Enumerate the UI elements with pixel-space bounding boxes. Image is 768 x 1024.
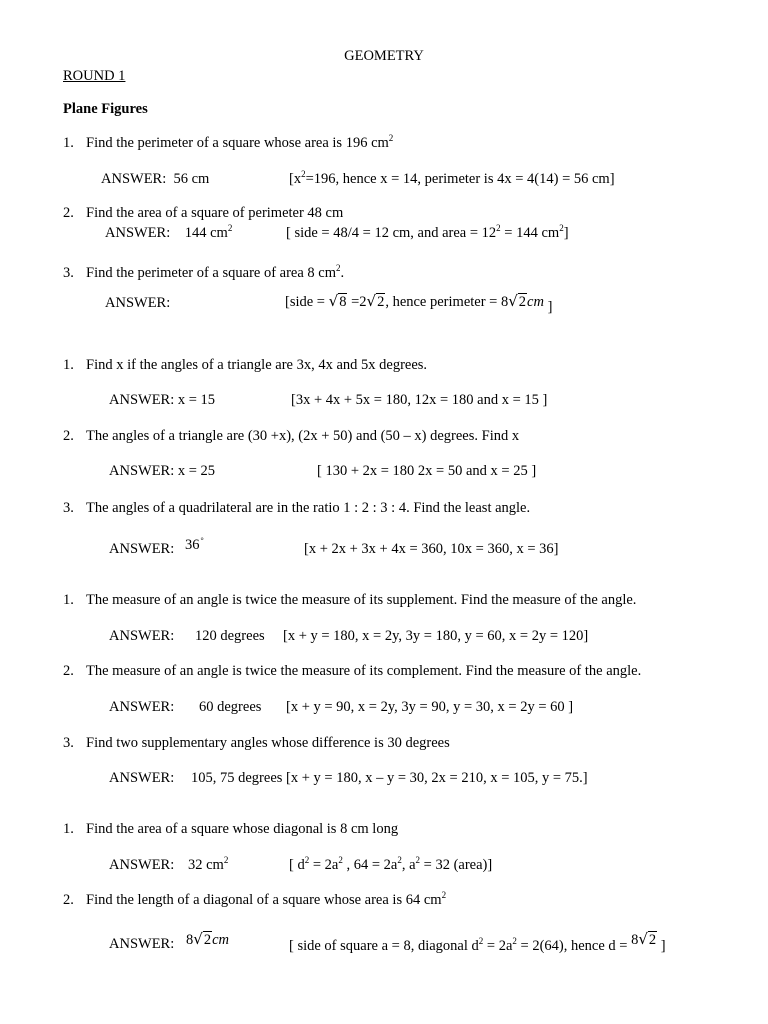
solution: [$x^2=196$, hence x = 14, perimeter is 4x = 4(14) = 56 cm] — [289, 169, 615, 187]
answer-value: 120 degrees — [195, 628, 265, 644]
section-heading: Plane Figures — [63, 101, 148, 117]
solution: [ side of square a = 8, diagonal $d^2 = 2a^2 = 2(64)$, hence d = 8√2 ] — [289, 930, 666, 954]
question-text: Find x if the angles of a triangle are 3x, 4x and 5x degrees. — [86, 357, 428, 373]
solution: [ $d^2 = 2a^2$ , $64 = 2a^2$, $a^2 = 32$ (area)] — [289, 855, 493, 873]
solution: [side = √8 =2√2, hence perimeter = 8√2cm ] — [285, 292, 553, 315]
question-number: 1. — [63, 592, 74, 608]
solution: [ side = 48/4 = 12 cm, and area = $12^2 = 144$ $cm^2$] — [286, 223, 569, 241]
sqrt-expression: √2 — [508, 292, 527, 310]
answer-value: 105, 75 degrees [x + y = 180, x – y = 30, 2x = 210, x = 105, y = 75.] — [191, 770, 588, 786]
sqrt-expression: √2 — [193, 930, 212, 948]
sqrt-expression: √8 — [328, 292, 347, 310]
question-text: Find the perimeter of a square of area 8 $cm^2$. — [86, 263, 345, 281]
question-number: 1. — [63, 357, 74, 373]
question-number: 2. — [63, 428, 74, 444]
answer-value: 32 $cm^2$ — [188, 855, 229, 873]
sqrt-expression: √2 — [366, 292, 385, 310]
question-text: The angles of a quadrilateral are in the ratio 1 : 2 : 3 : 4. Find the least angle. — [86, 500, 531, 516]
question-text: Find the area of a square whose diagonal is 8 cm long — [86, 821, 399, 837]
answer-label: ANSWER: — [109, 541, 175, 557]
question-text: The angles of a triangle are (30 +x), (2x + 50) and (50 – x) degrees. Find x — [86, 428, 520, 444]
answer-value: 8√2cm — [186, 930, 229, 948]
answer-label: ANSWER: — [105, 295, 171, 311]
question-number: 3. — [63, 735, 74, 751]
page-title: GEOMETRY — [344, 48, 424, 64]
solution: [ 130 + 2x = 180 2x = 50 and x = 25 ] — [317, 463, 537, 479]
solution: [x + y = 180, x = 2y, 3y = 180, y = 60, x = 2y = 120] — [283, 628, 589, 644]
question-text: Find the perimeter of a square whose area is 196 $cm^2$ — [86, 133, 394, 151]
question-text: The measure of an angle is twice the measure of its complement. Find the measure of the angle. — [86, 663, 642, 679]
answer-value: 60 degrees — [199, 699, 262, 715]
answer-label: ANSWER: 144 $cm^2$ — [105, 223, 233, 241]
question-text: The measure of an angle is twice the measure of its supplement. Find the measure of the angle. — [86, 592, 637, 608]
question-number: 3. — [63, 265, 74, 281]
question-number: 1. — [63, 821, 74, 837]
answer-label: ANSWER: 56 cm — [101, 171, 210, 187]
sqrt-expression: √2 — [638, 930, 657, 948]
answer-label: ANSWER: x = 15 — [109, 392, 216, 408]
answer-label: ANSWER: — [109, 770, 175, 786]
question-number: 1. — [63, 135, 74, 151]
solution: [x + 2x + 3x + 4x = 360, 10x = 360, x = 36] — [304, 541, 559, 557]
question-number: 2. — [63, 892, 74, 908]
question-number: 2. — [63, 663, 74, 679]
question-text: Find the area of a square of perimeter 48 cm — [86, 205, 344, 221]
round-label: ROUND 1 — [63, 68, 126, 84]
question-number: 2. — [63, 205, 74, 221]
answer-label: ANSWER: — [109, 628, 175, 644]
solution: [3x + 4x + 5x = 180, 12x = 180 and x = 15 ] — [291, 392, 548, 408]
answer-label: ANSWER: — [109, 936, 175, 952]
answer-label: ANSWER: — [109, 857, 175, 873]
answer-label: ANSWER: x = 25 — [109, 463, 216, 479]
answer-label: ANSWER: — [109, 699, 175, 715]
answer-value: 36° — [185, 536, 204, 553]
question-text: Find the length of a diagonal of a square whose area is 64 $cm^2$ — [86, 890, 447, 908]
solution: [x + y = 90, x = 2y, 3y = 90, y = 30, x = 2y = 60 ] — [286, 699, 574, 715]
question-number: 3. — [63, 500, 74, 516]
question-text: Find two supplementary angles whose difference is 30 degrees — [86, 735, 450, 751]
